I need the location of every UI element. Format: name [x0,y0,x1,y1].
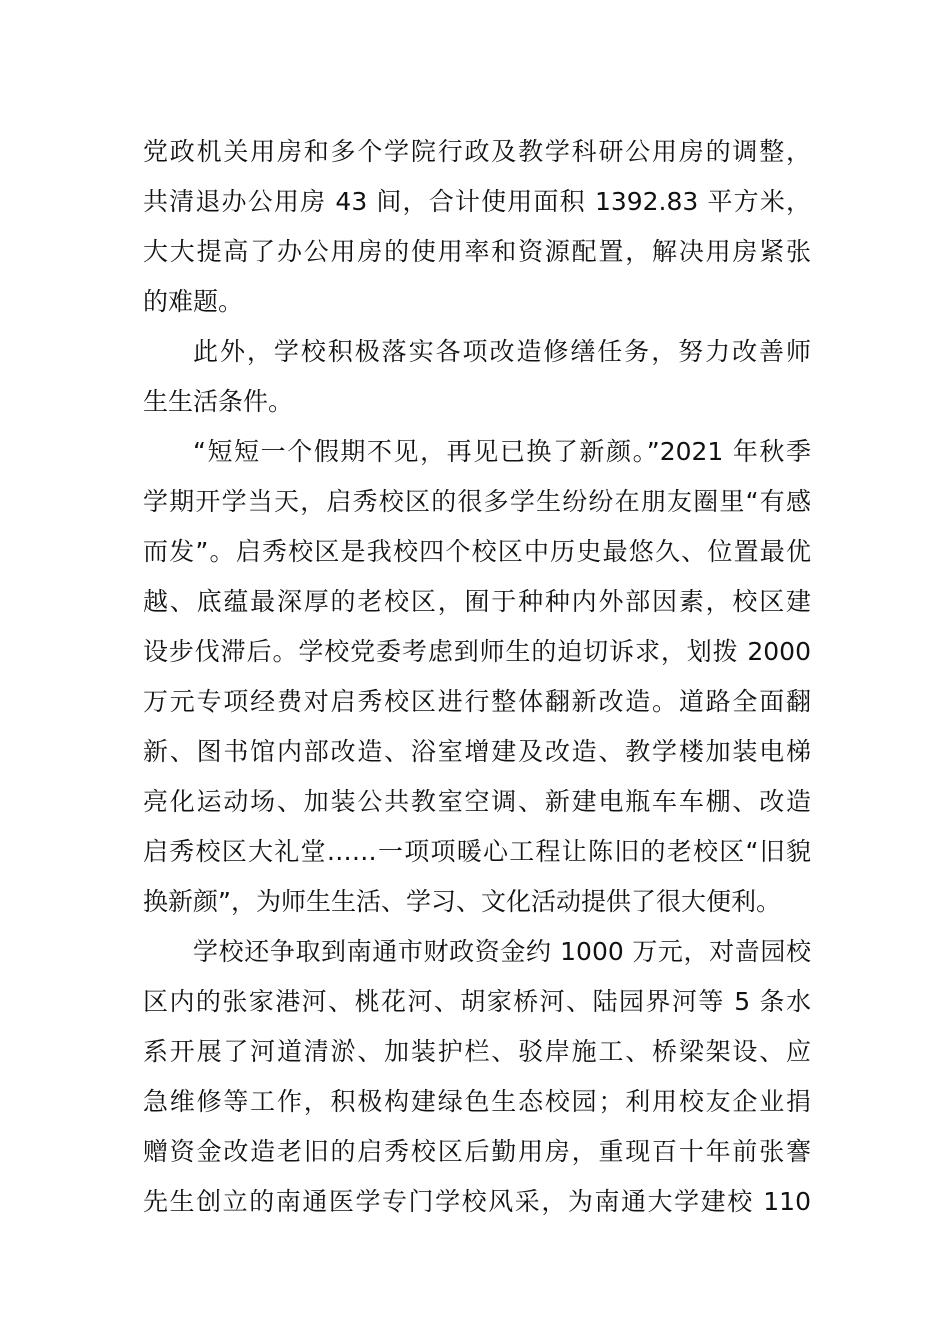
text-line: 赠资金改造老旧的启秀校区后勤用房，重现百十年前张謇 [143,1137,811,1166]
text-line: 先生创立的南通医学专门学校风采，为南通大学建校 110 [143,1187,811,1216]
text-line: 共清退办公用房 43 间，合计使用面积 1392.83 平方米， [143,187,811,216]
text-line: 亮化运动场、加装公共教室空调、新建电瓶车车棚、改造 [143,787,811,816]
text-line: 万元专项经费对启秀校区进行整体翻新改造。道路全面翻 [143,687,811,716]
text-line: 系开展了河道清淤、加装护栏、驳岸施工、桥梁架设、应 [143,1037,811,1066]
text-line: 党政机关用房和多个学院行政及教学科研公用房的调整， [143,137,811,166]
text-line: 设步伐滞后。学校党委考虑到师生的迫切诉求，划拨 2000 [143,637,811,666]
body-text [143,127,811,1227]
text-line: 新、图书馆内部改造、浴室增建及改造、教学楼加装电梯 [143,737,811,766]
text-line: 启秀校区大礼堂……一项项暖心工程让陈旧的老校区“旧貌 [143,837,811,866]
text-line: 而发”。启秀校区是我校四个校区中历史最悠久、位置最优 [143,537,811,566]
text-line: 急维修等工作，积极构建绿色生态校园；利用校友企业捐 [143,1087,811,1116]
text-line: 区内的张家港河、桃花河、胡家桥河、陆园界河等 5 条水 [143,987,811,1016]
text-line: 学校还争取到南通市财政资金约 1000 万元，对啬园校 [193,937,811,966]
text-line: 换新颜”，为师生生活、学习、文化活动提供了很大便利。 [143,887,781,916]
text-line: 的难题。 [143,287,244,316]
text-line: 此外，学校积极落实各项改造修缮任务，努力改善师 [193,337,811,366]
text-line: “短短一个假期不见，再见已换了新颜。”2021 年秋季 [193,437,811,466]
text-line: 生生活条件。 [143,387,294,416]
text-line: 大大提高了办公用房的使用率和资源配置，解决用房紧张 [143,237,811,266]
text-line: 学期开学当天，启秀校区的很多学生纷纷在朋友圈里“有感 [143,487,811,516]
text-line: 越、底蕴最深厚的老校区，囿于种种内外部因素，校区建 [143,587,811,616]
